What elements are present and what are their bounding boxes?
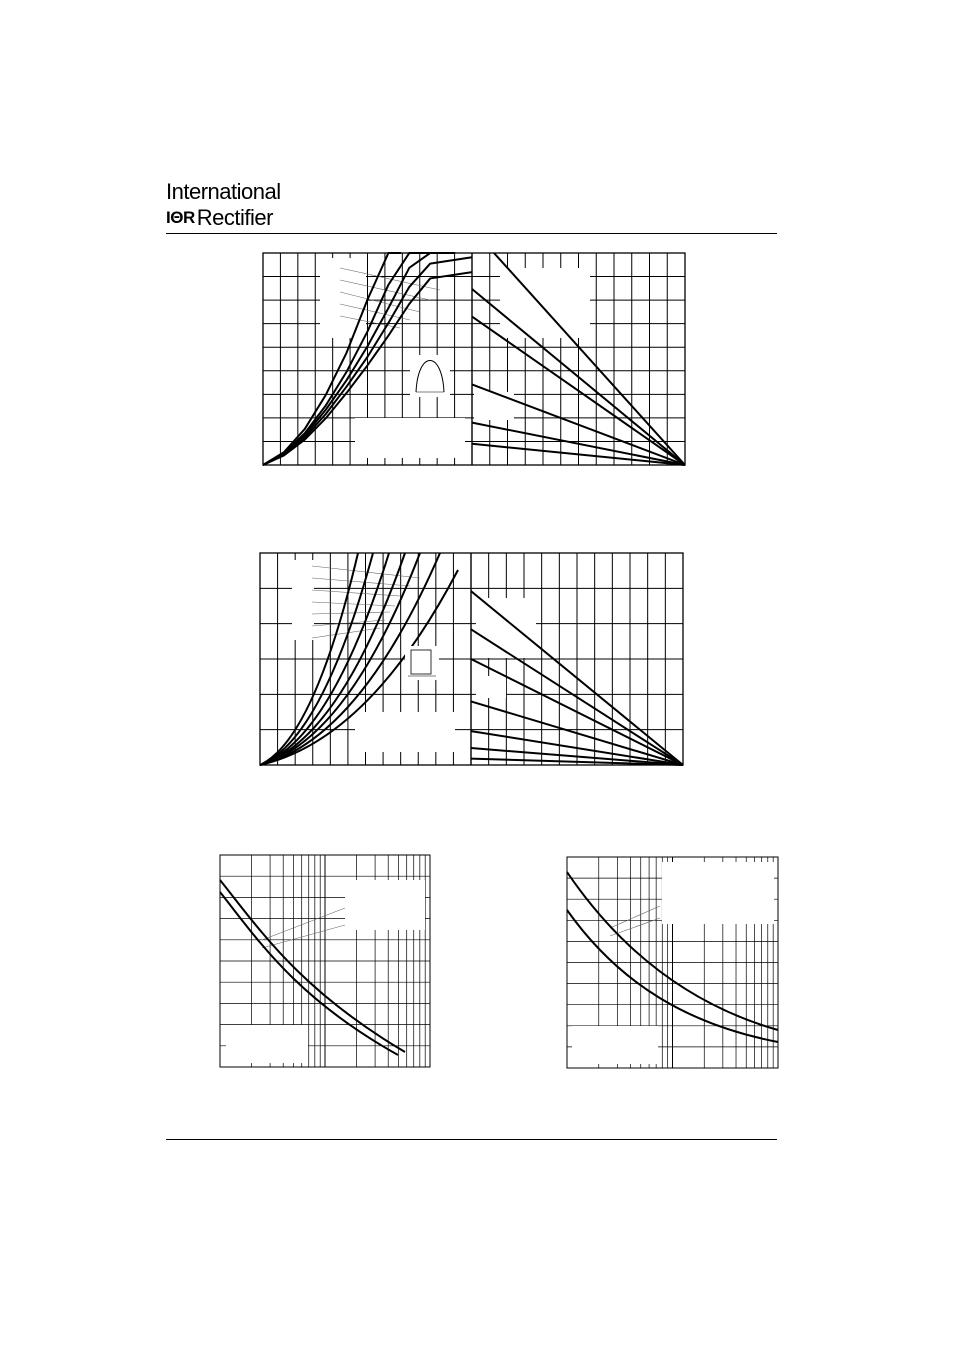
note-box xyxy=(226,1025,308,1063)
leader-line xyxy=(312,620,385,626)
chart-bottom-left xyxy=(220,855,430,1067)
label-box xyxy=(474,392,514,420)
label-box xyxy=(500,268,590,338)
leader-line xyxy=(312,602,395,606)
note-box xyxy=(572,1026,658,1064)
legend-box xyxy=(662,862,774,924)
brand-name-line2: Rectifier xyxy=(196,205,273,230)
legend-box xyxy=(345,880,425,930)
brand-name-line1: International xyxy=(166,179,281,204)
note-box xyxy=(355,418,465,458)
leader-line xyxy=(312,590,400,596)
inset-box xyxy=(405,646,439,680)
chart-top-dual-panel xyxy=(263,253,685,465)
chart-middle-dual-panel xyxy=(260,553,683,765)
legend-box xyxy=(292,560,314,640)
leader-line xyxy=(262,925,345,948)
leader-line xyxy=(312,612,390,614)
legend-box xyxy=(320,258,366,338)
brand-mark: IΘR xyxy=(166,208,195,227)
leader-line xyxy=(262,908,345,940)
label-box xyxy=(476,676,506,698)
note-box xyxy=(355,712,455,752)
chart-bottom-right xyxy=(567,857,778,1068)
label-box xyxy=(476,598,536,658)
